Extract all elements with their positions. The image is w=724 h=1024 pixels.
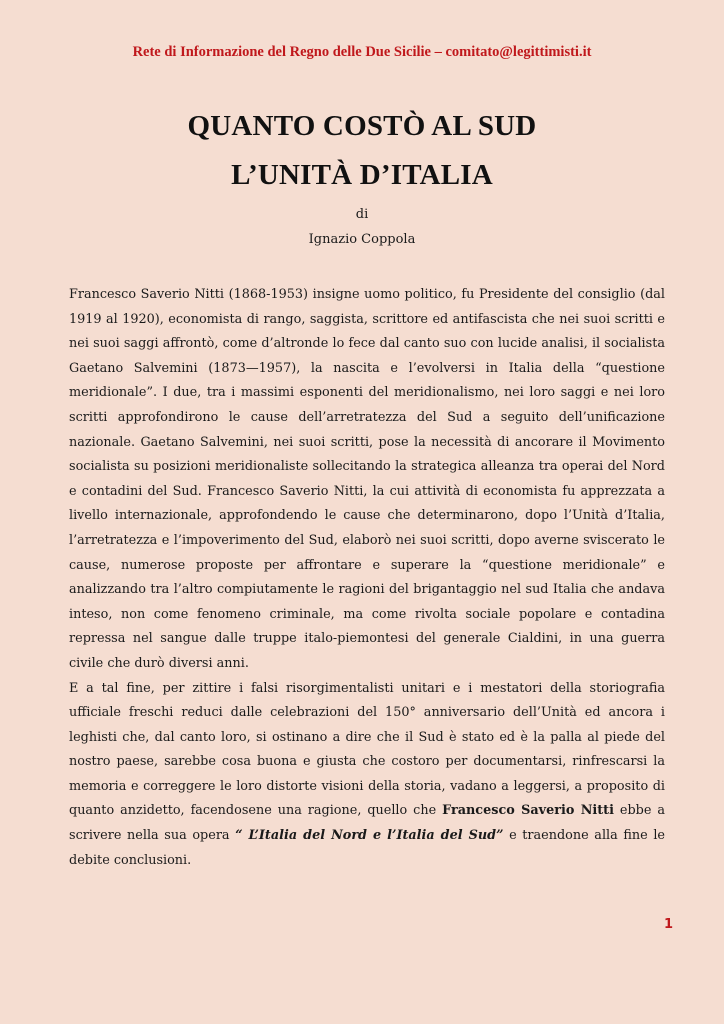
page-number: 1 (664, 917, 674, 932)
by-label: di (355, 207, 369, 222)
author-reference: Francesco Saverio Nitti (442, 803, 614, 819)
title-line-1: QUANTO COSTÒ AL SUD (187, 110, 537, 142)
work-title: “ L’Italia del Nord e l’Italia del Sud” (235, 828, 504, 844)
author-name: Ignazio Coppola (308, 232, 416, 247)
page-header: Rete di Informazione del Regno delle Due Sicilie – comitato@legittimisti.it (132, 44, 592, 60)
article-body (69, 283, 665, 873)
paragraph-2-text-2: ebbe a scrivere nella sua opera (69, 803, 665, 844)
paragraph-2-text-1: E a tal fine, per zittire i falsi risorgimentalisti unitari e i mestatori della storiografia ufficiale freschi reduci dalle celebrazioni del 150° anniversario dell’Unità ed ancora i leghisti che, dal canto loro, si ostinano a dire che il Sud è stato ed è la palla al piede del nostro paese, sarebbe cosa buona e giusta che costoro per documentarsi, rinfrescarsi la memoria e correggere le loro distorte visioni della storia, vadano a leggersi, a proposito di quanto anzidetto, facendosene una ragione, quello che (69, 680, 665, 819)
paragraph-2 (69, 677, 665, 874)
paragraph-1: Francesco Saverio Nitti (1868-1953) insigne uomo politico, fu Presidente del consiglio (dal 1919 al 1920), economista di rango, saggista, scrittore ed antifascista che nei suoi scritti e nei suoi saggi affrontò, come d’altronde lo fece dal canto suo con lucide analisi, il socialista Gaetano Salvemini (1873—1957), la nascita e l’evolversi in Italia della “questione meridionale”. I due, tra i massimi esponenti del meridionalismo, nei loro saggi e nei loro scritti approfondirono le cause dell’arretratezza del Sud a seguito dell’unificazione nazionale. Gaetano Salvemini, nei suoi scritti, pose la necessità di ancorare il Movimento socialista su posizioni meridionaliste sollecitando la strategica alleanza tra operai del Nord e contadini del Sud. Francesco Saverio Nitti, la cui attività di economista fu apprezzata a livello internazionale, approfondendo le cause che determinarono, dopo l’Unità d’Italia, l’arretratezza e l’impoverimento del Sud, elaborò nei suoi scritti, dopo averne sviscerato le cause, numerose proposte per affrontare e superare la “questione meridionale” e analizzando tra l’altro compiutamente le ragioni del brigantaggio nel sud Italia che andava inteso, non come fenomeno criminale, ma come rivolta sociale popolare e contadina repressa nel sangue dalle truppe italo-piemontesi del generale Cialdini, in una guerra civile che durò diversi anni. (69, 287, 665, 671)
paragraph-2-text-3: e traendone alla fine le debite conclusioni. (69, 828, 665, 868)
title-line-2: L’UNITÀ D’ITALIA (231, 159, 493, 191)
